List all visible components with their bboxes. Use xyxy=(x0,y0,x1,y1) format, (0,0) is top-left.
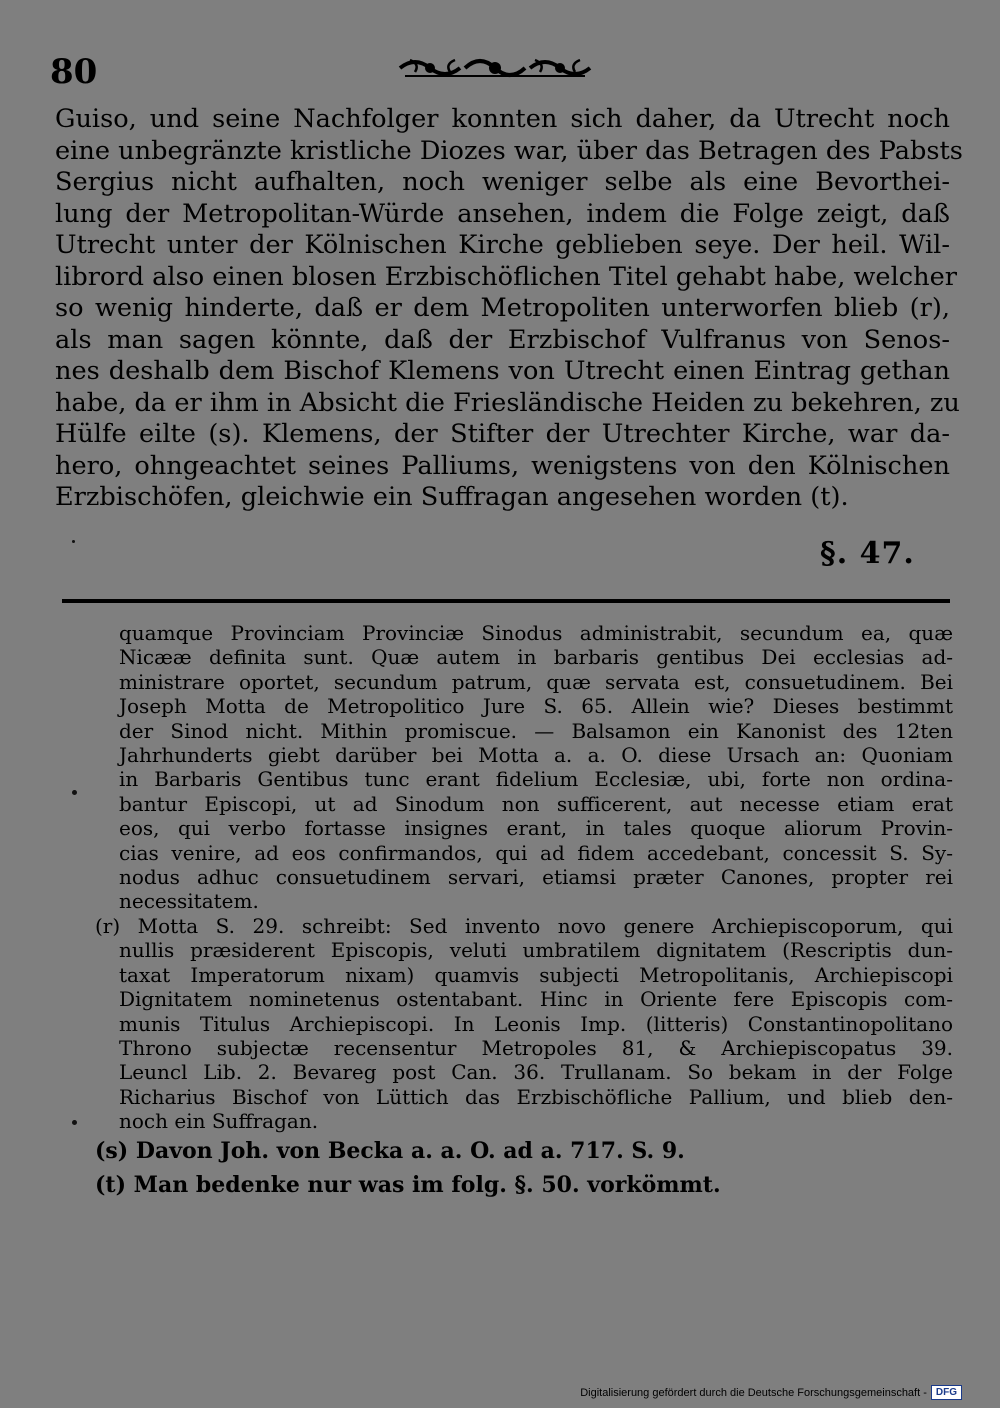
credit-text: Digitalisierung gefördert durch die Deutsche Forschungsgemeinschaft - xyxy=(580,1386,927,1399)
main-text-line: Sergius nicht aufhalten, noch weniger selbe als eine Bevorthei- xyxy=(55,167,950,197)
footnote-line: Jahrhunderts giebt darüber bei Motta a. a. O. diese Ursach an: Quoniam xyxy=(119,743,953,768)
footnote-line: Throno subjectæ recensentur Metropoles 81, & Archiepiscopatus 39. xyxy=(119,1035,953,1060)
main-text-line: Erzbischöfen, gleichwie ein Suffragan angesehen worden (t). xyxy=(55,482,849,512)
footnote-separator-rule xyxy=(62,598,950,604)
footnote-line: Nicææ definita sunt. Quæ autem in barbaris gentibus Dei ecclesias ad- xyxy=(119,645,953,670)
footnote-line: necessitatem. xyxy=(119,889,259,914)
footnote-line: der Sinod nicht. Mithin promiscue. — Balsamon ein Kanonist des 12ten xyxy=(119,718,953,743)
main-text-line: librord also einen blosen Erzbischöflichen Titel gehabt habe, welcher xyxy=(55,261,957,292)
footnote-line: nodus adhuc consuetudinem servari, etiamsi præter Canones, propter rei xyxy=(119,865,953,890)
main-text-line: hero, ohngeachtet seines Palliums, wenigstens von den Kölnischen xyxy=(55,450,950,481)
footnote-line: Joseph Motta de Metropolitico Jure S. 65. Allein wie? Dieses bestimmt xyxy=(119,694,953,719)
footnote-line: Leuncl Lib. 2. Bevareg post Can. 36. Trullanam. So bekam in der Folge xyxy=(119,1060,953,1085)
main-text-line: eine unbegränzte kristliche Diozes war, über das Betragen des Pabsts xyxy=(55,135,963,166)
footnote-line: taxat Imperatorum nixam) quamvis subjecti Metropolitanis, Archiepiscopi xyxy=(119,962,953,987)
footnote-line: cias venire, ad eos confirmandos, qui ad fidem accedebant, concessit S. Sy- xyxy=(119,840,953,865)
footnote-line: eos, qui verbo fortasse insignes erant, in tales quoque aliorum Provin- xyxy=(119,816,953,841)
main-text-line: Guiso, und seine Nachfolger konnten sich daher, da Utrecht noch xyxy=(55,104,950,134)
footnote-line: Dignitatem nominetenus ostentabant. Hinc in Oriente fere Episcopis com- xyxy=(119,987,953,1012)
catchword: §. 47. xyxy=(820,536,915,571)
footnote-line: munis Titulus Archiepiscopi. In Leonis Imp. (litteris) Constantinopolitano xyxy=(119,1011,953,1036)
footnote-line: quamque Provinciam Provinciæ Sinodus administrabit, secundum ea, quæ xyxy=(119,621,953,645)
main-text-line: Hülfe eilte (s). Klemens, der Stifter der Utrechter Kirche, war da- xyxy=(55,419,950,449)
footnote-line: in Barbaris Gentibus tunc erant fidelium Ecclesiæ, ubi, forte non ordina- xyxy=(119,767,953,792)
footnote-line: ministrare oportet, secundum patrum, quæ servata est, consuetudinem. Bei xyxy=(119,669,953,694)
main-text-line: Utrecht unter der Kölnischen Kirche geblieben seye. Der heil. Wil- xyxy=(55,230,950,260)
footnote-r-line: (r) Motta S. 29. schreibt: Sed invento novo genere Archiepiscoporum, qui xyxy=(95,913,953,938)
footnote-line: nullis præsiderent Episcopis, veluti umbratilem dignitatem (Rescriptis dun- xyxy=(119,938,953,963)
main-text-line: lung der Metropolitan-Würde ansehen, indem die Folge zeigt, daß xyxy=(55,198,950,229)
print-speck xyxy=(72,540,75,543)
footnote-line: bantur Episcopi, ut ad Sinodum non sufficerent, aut necesse etiam erat xyxy=(119,791,953,816)
main-text-line: als man sagen könnte, daß der Erzbischof Vulfranus von Senos- xyxy=(55,324,950,355)
footnote-t-line: (t) Man bedenke nur was im folg. §. 50. vorkömmt. xyxy=(95,1171,721,1198)
main-text-line: so wenig hinderte, daß er dem Metropoliten unterworfen blieb (r), xyxy=(55,293,950,323)
print-speck xyxy=(72,790,77,795)
digitization-credit xyxy=(580,1385,962,1400)
print-speck xyxy=(72,1120,77,1125)
footnote-line: noch ein Suffragan. xyxy=(119,1109,319,1134)
footnote-line: Richarius Bischof von Lüttich das Erzbischöfliche Pallium, und blieb den- xyxy=(119,1084,953,1109)
page-number: 80 xyxy=(50,52,98,92)
main-text-line: habe, da er ihm in Absicht die Friesländische Heiden zu bekehren, zu xyxy=(55,387,960,418)
footnote-s-line: (s) Davon Joh. von Becka a. a. O. ad a. 717. S. 9. xyxy=(95,1137,685,1164)
footnotes-block xyxy=(95,621,953,1202)
ornament-headpiece-icon xyxy=(395,50,595,86)
dfg-logo-icon: DFG xyxy=(931,1385,962,1400)
main-text-line: nes deshalb dem Bischof Klemens von Utrecht einen Eintrag gethan xyxy=(55,356,950,386)
main-text-block xyxy=(55,104,963,514)
